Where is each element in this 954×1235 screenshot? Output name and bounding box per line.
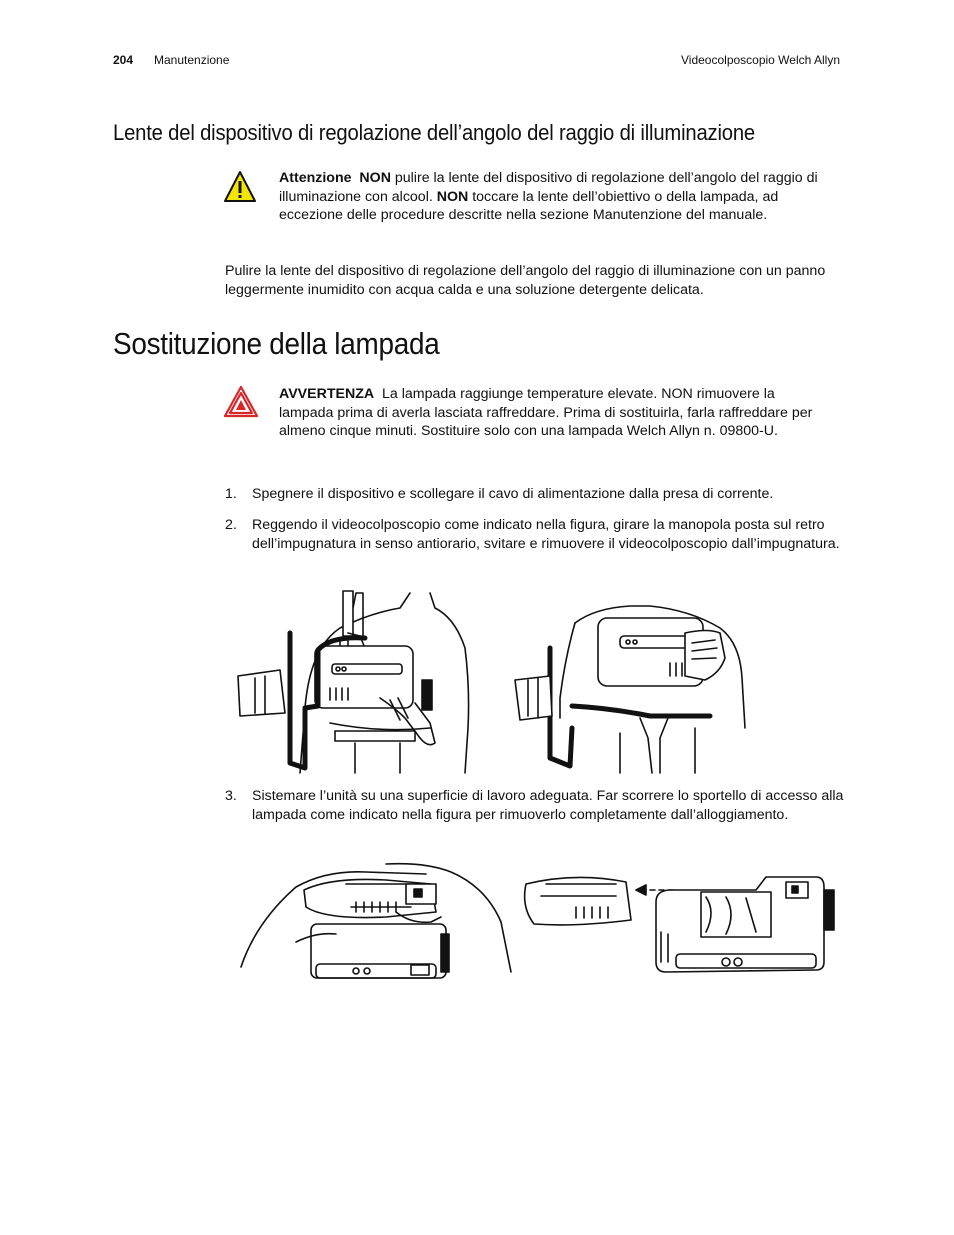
illustration-hands-sliding-door — [241, 864, 511, 978]
illustration-right-person — [515, 606, 745, 773]
warning-note — [279, 385, 819, 441]
section-heading-lamp: Sostituzione della lampada — [113, 326, 440, 361]
figure-unscrew-videocolposcope — [230, 588, 790, 778]
lens-cleaning-paragraph: Pulire la lente del dispositivo di regolazione dell’angolo del raggio di illuminazione con un panno leggermente inumidito con acqua calda e una soluzione detergente delicata. — [225, 263, 826, 298]
caution-non-2: NON — [436, 188, 469, 205]
caution-text-2: toccare la lente dell’obiettivo o della lampada, ad eccezione delle procedure descritte nella sezione Manutenzione del manuale. — [279, 188, 779, 224]
caution-label: Attenzione — [279, 170, 352, 186]
warning-label: AVVERTENZA — [279, 386, 375, 402]
illustration-housing — [656, 877, 834, 972]
header-product: Videocolposcopio Welch Allyn — [681, 53, 840, 67]
step-text: Spegnere il dispositivo e scollegare il cavo di alimentazione dalla presa di corrente. — [252, 486, 774, 502]
page-number: 204 — [113, 53, 134, 67]
step-number: 1. — [225, 486, 237, 502]
section-heading-lens: Lente del dispositivo di regolazione dell’angolo del raggio di illuminazione — [113, 120, 756, 145]
header-section: Manutenzione — [154, 53, 230, 67]
caution-text-1: pulire la lente del dispositivo di regolazione dell’angolo del raggio di illuminazione con alcool. — [279, 170, 818, 205]
step-number: 2. — [225, 517, 237, 533]
caution-icon — [223, 170, 257, 204]
caution-non-1: NON — [359, 170, 391, 186]
figure-remove-lamp-door — [236, 862, 836, 997]
step-text: Sistemare l’unità su una superficie di lavoro adeguata. Far scorrere lo sportello di accesso alla lampada come indicato nella figura per rimuoverlo completamente dall’alloggiamento. — [252, 788, 844, 823]
step-3 — [225, 787, 845, 824]
illustration-left-person — [238, 591, 469, 773]
step-1 — [225, 485, 845, 504]
step-number: 3. — [225, 788, 237, 804]
illustration-removed-door — [525, 877, 631, 924]
warning-icon — [223, 385, 259, 419]
warning-text: La lampada raggiunge temperature elevate. NON rimuovere la lampada prima di averla lasciata raffreddare. Prima di sostituirla, farla raffreddare per almeno cinque minuti. Sostituire solo con una lampada Welch Allyn n. 09800-U. — [279, 386, 813, 440]
caution-note — [279, 169, 839, 225]
step-2 — [225, 516, 845, 553]
step-text: Reggendo il videocolposcopio come indicato nella figura, girare la manopola posta sul retro dell’impugnatura in senso antiorario, svitare e rimuovere il videocolposcopio dall’impugnatura. — [252, 517, 840, 552]
